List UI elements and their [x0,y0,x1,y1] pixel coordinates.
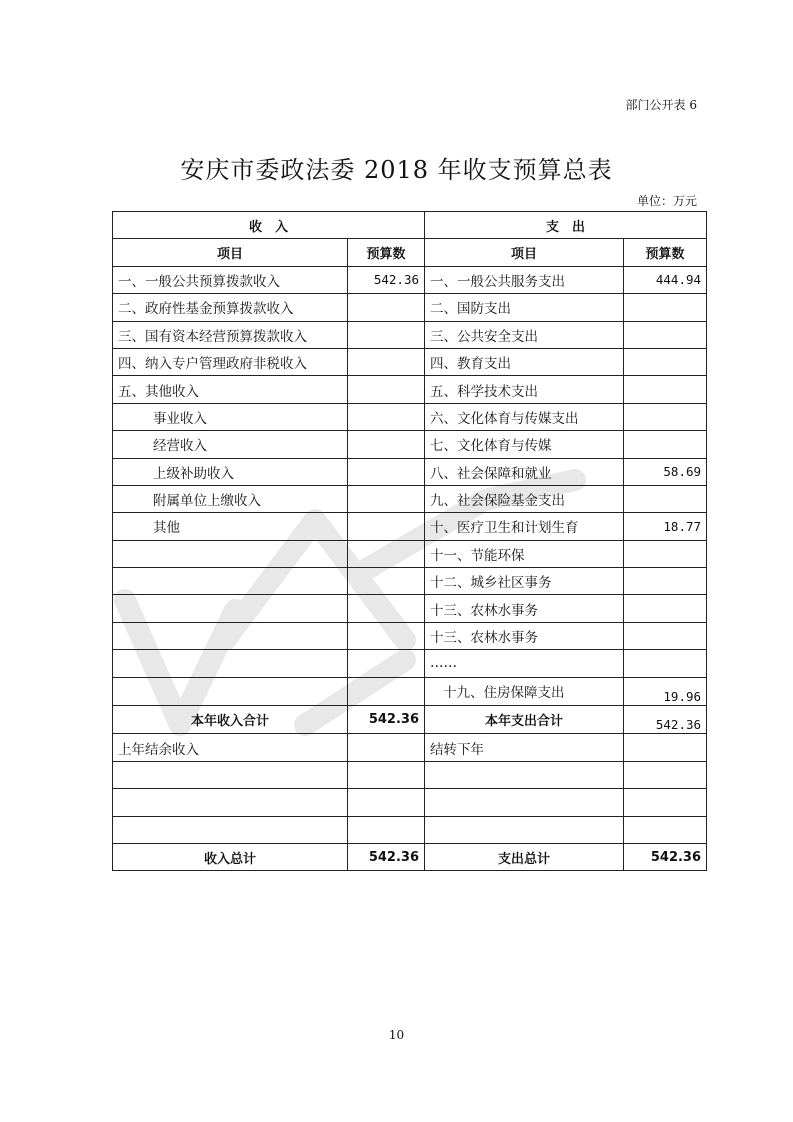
budget-summary-table [112,211,707,871]
expense-grand-total-value: 542.36 [624,843,707,870]
expense-item: …… [425,650,624,677]
expense-item: 六、文化体育与传媒支出 [425,403,624,430]
expense-item: 十三、农林水事务 [425,595,624,622]
table-row [113,458,707,485]
table-row [113,568,707,595]
expense-value [624,376,707,403]
expense-item: 十三、农林水事务 [425,622,624,649]
income-item: 四、纳入专户管理政府非税收入 [113,348,348,375]
income-value [348,568,425,595]
table-row [113,376,707,403]
expense-item: 九、社会保险基金支出 [425,485,624,512]
expense-item: 四、教育支出 [425,348,624,375]
year-expense-total-label: 本年支出合计 [425,706,624,734]
expense-value [624,595,707,622]
income-value [348,595,425,622]
prior-year-surplus-value [348,734,425,761]
expense-item: 十九、住房保障支出 [425,677,624,705]
table-row [113,540,707,567]
expense-item: 一、一般公共服务支出 [425,266,624,293]
table-row [113,513,707,540]
table-row [113,403,707,430]
expense-item: 十一、节能环保 [425,540,624,567]
income-value [348,540,425,567]
income-value [348,321,425,348]
table-row [113,650,707,677]
expense-value [624,321,707,348]
expense-value [624,650,707,677]
expense-item: 七、文化体育与传媒 [425,431,624,458]
expense-item: 三、公共安全支出 [425,321,624,348]
expense-item: 十二、城乡社区事务 [425,568,624,595]
expense-value: 58.69 [624,458,707,485]
income-value [348,677,425,705]
income-grand-total-value: 542.36 [348,843,425,870]
expense-value [624,403,707,430]
income-item [113,622,348,649]
income-item: 附属单位上缴收入 [113,485,348,512]
expense-grand-total-label: 支出总计 [425,843,624,870]
income-item [113,568,348,595]
expense-item: 十、医疗卫生和计划生育 [425,513,624,540]
income-item: 一、一般公共预算拨款收入 [113,266,348,293]
expense-value: 444.94 [624,266,707,293]
income-item: 上级补助收入 [113,458,348,485]
expense-section-header: 支 出 [425,212,707,239]
unit-label: 单位：万元 [636,194,697,208]
empty-row [113,761,707,788]
table-row [113,595,707,622]
year-income-total-value: 542.36 [348,706,425,734]
income-item: 三、国有资本经营预算拨款收入 [113,321,348,348]
carry-forward-label: 结转下年 [425,734,624,761]
page-title: 安庆市委政法委 2018 年收支预算总表 [180,156,613,184]
income-value [348,294,425,321]
expense-item: 二、国防支出 [425,294,624,321]
income-item: 五、其他收入 [113,376,348,403]
table-row [113,266,707,293]
table-row [113,485,707,512]
year-total-row [113,706,707,734]
expense-item: 五、科学技术支出 [425,376,624,403]
income-value [348,403,425,430]
income-value [348,458,425,485]
expense-value [624,431,707,458]
income-grand-total-label: 收入总计 [113,843,348,870]
form-label: 部门公开表 6 [625,98,697,112]
income-item-header: 项目 [113,239,348,266]
income-item [113,540,348,567]
expense-value [624,348,707,375]
carry-row [113,734,707,761]
grand-total-row [113,843,707,870]
year-income-total-label: 本年收入合计 [113,706,348,734]
income-item: 二、政府性基金预算拨款收入 [113,294,348,321]
income-item: 其他 [113,513,348,540]
empty-row [113,816,707,843]
expense-value [624,540,707,567]
expense-value: 18.77 [624,513,707,540]
income-budget-header: 预算数 [348,239,425,266]
expense-value [624,294,707,321]
prior-year-surplus-label: 上年结余收入 [113,734,348,761]
year-expense-total-value: 542.36 [624,706,707,734]
income-item [113,595,348,622]
income-value [348,650,425,677]
carry-forward-value [624,734,707,761]
expense-value [624,568,707,595]
expense-item: 八、社会保障和就业 [425,458,624,485]
income-value [348,513,425,540]
income-value [348,431,425,458]
section-header-row [113,212,707,239]
income-item: 事业收入 [113,403,348,430]
income-item: 经营收入 [113,431,348,458]
expense-item-header: 项目 [425,239,624,266]
empty-row [113,789,707,816]
expense-budget-header: 预算数 [624,239,707,266]
income-value: 542.36 [348,266,425,293]
income-value [348,348,425,375]
income-value [348,376,425,403]
income-item [113,650,348,677]
table-row [113,677,707,705]
income-section-header: 收 入 [113,212,425,239]
expense-value [624,485,707,512]
table-row [113,321,707,348]
column-header-row [113,239,707,266]
income-item [113,677,348,705]
expense-value: 19.96 [624,677,707,705]
table-row [113,622,707,649]
table-row [113,431,707,458]
page-number: 10 [388,1028,405,1042]
income-value [348,622,425,649]
income-value [348,485,425,512]
table-row [113,348,707,375]
expense-value [624,622,707,649]
table-row [113,294,707,321]
